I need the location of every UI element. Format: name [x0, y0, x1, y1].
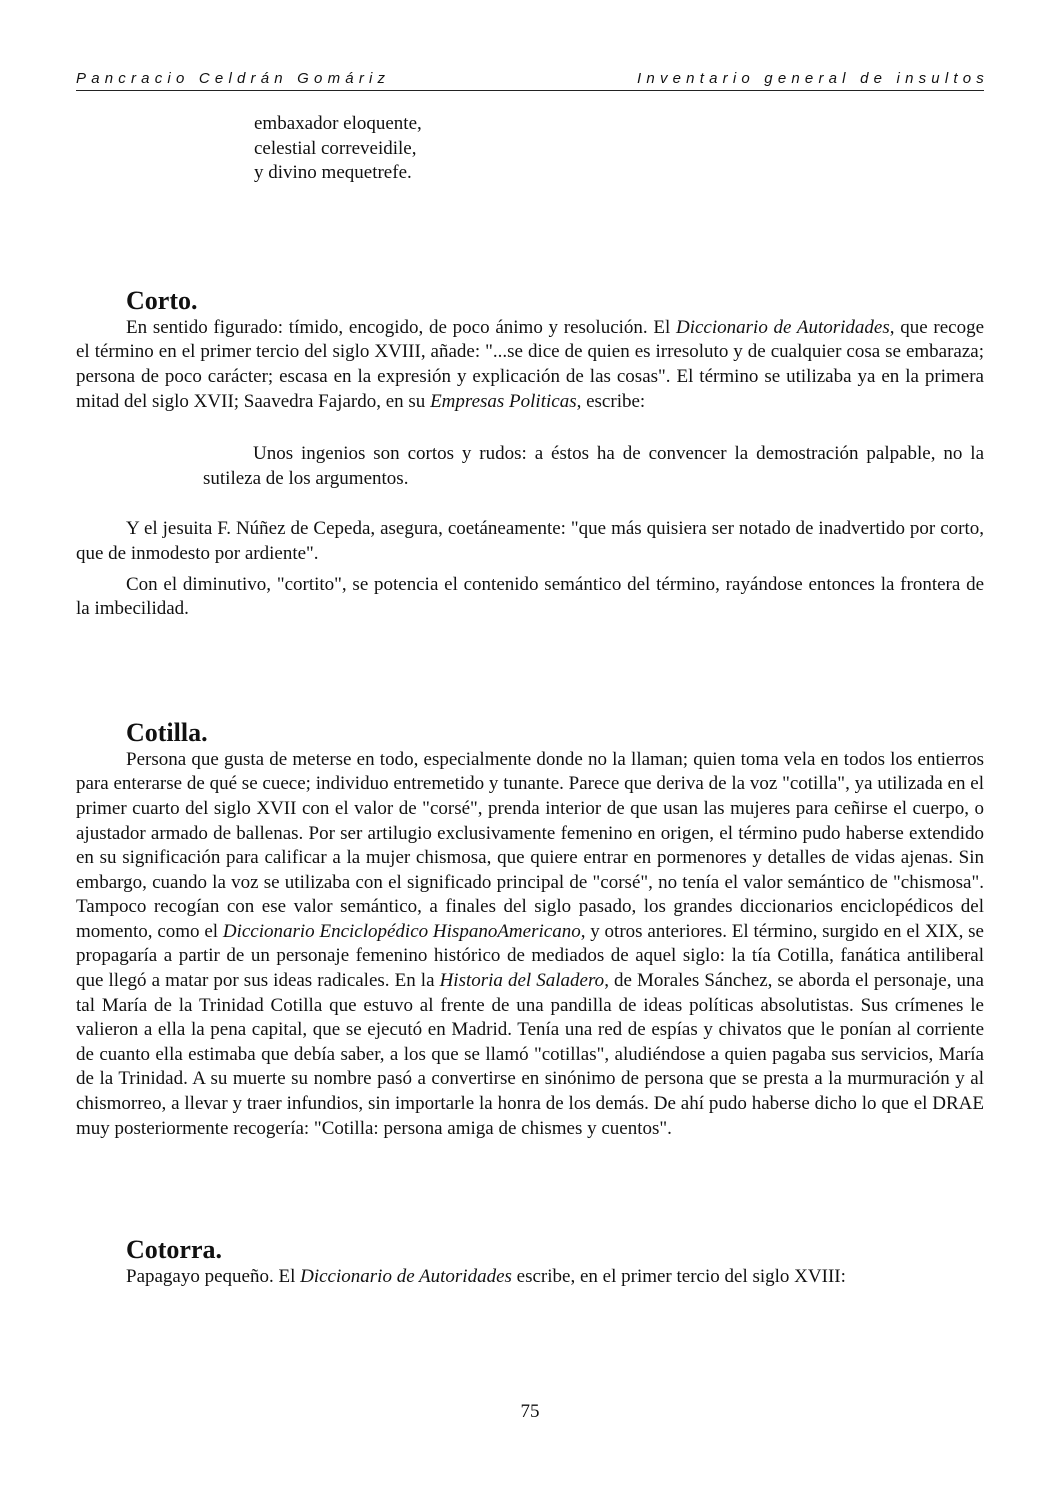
verse-quotation	[254, 112, 984, 186]
entry-heading: Corto.	[126, 285, 198, 315]
paragraph-text: Persona que gusta de meterse en todo, especialmente donde no la llaman; quien toma vela en todos los entierros para enterarse de qué se cuece; individuo entremetido y tunante. Parece que deriva de la voz "cotilla", ya utilizada en el primer cuarto del siglo XVII con el valor de "corsé", prenda interior de que usan las mujeres para ceñirse el cuerpo, o ajustador armado de ballenas. Por ser artilugio exclusivamente femenino en origen, el término pudo haberse extendido en su significación para calificar a la mujer chismosa, que quiere entrar en pormenores y detalles de vidas ajenas. Sin embargo, cuando la voz se utilizaba con el significado principal de "corsé", no tenía el valor semántico de "chismosa". Tampoco recogían con ese valor semántico, a finales del siglo pasado, los grandes diccionarios enciclopédicos del momento, como el	[76, 748, 984, 942]
entry-paragraph: Y el jesuita F. Núñez de Cepeda, asegura, coetáneamente: "que más quisiera ser notado de inadvertido por corto, que de inmodesto por ardiente".	[76, 518, 984, 564]
header-book-title: Inventario general de insultos	[637, 70, 989, 87]
paragraph-text: Papagayo pequeño. El	[126, 1266, 301, 1288]
page-body	[76, 112, 984, 1290]
book-title-italic: Diccionario de Autoridades	[676, 316, 890, 338]
paragraph-text: , y otros anteriores. El término, surgido en el XIX, se propagaría a partir de un personaje femenino histórico de mediados de aquel siglo: la tía Cotilla, fanática antiliberal que llegó a matar por sus ideas radicales. En la	[76, 920, 984, 992]
paragraph-text: En sentido figurado: tímido, encogido, de poco ánimo y resolución. El	[126, 316, 676, 338]
paragraph-text: , escribe:	[576, 390, 646, 412]
verse-line: embaxador eloquente,	[254, 113, 422, 134]
entry-cotilla	[76, 718, 984, 1142]
paragraph-text: , que recoge el término en el primer tercio del siglo XVIII, añade: "...se dice de quien es irresoluto y de cualquier cosa se embaraza; persona de poco carácter; escasa en la expresión y explicación de las cosas". El término se utilizaba ya en la primera mitad del siglo XVII; Saavedra Fajardo, en su	[76, 316, 985, 412]
book-title-italic: Diccionario de Autoridades	[300, 1266, 512, 1288]
entry-paragraph	[76, 1265, 984, 1290]
entry-paragraph	[76, 748, 984, 1142]
verse-line: celestial correveidile,	[254, 137, 417, 159]
header-author: Pancracio Celdrán Gomáriz	[76, 70, 391, 87]
book-title-italic: Diccionario Enciclopédico HispanoAmericano	[222, 920, 581, 942]
entry-cotorra	[76, 1235, 984, 1290]
running-header	[76, 68, 989, 91]
paragraph-text: , de Morales Sánchez, se aborda el personaje, una tal María de la Trinidad Cotilla que estuvo al frente de una pandilla de ideas políticas absolutistas. Sus crímenes le valieron a ella la pena capital, que se ejecutó en Madrid. Tenía una red de espías y chivatos que le ponían al corriente de cuanto ella estimaba que debía saber, a los que se llamó "cotillas", aludiéndose a quien pagaba sus servicios, María de la Trinidad. A su muerte su nombre pasó a convertirse en sinónimo de persona que se presta a la murmuración y al chismorreo, a llevar y traer infundios, sin importarle la honra de los demás. De ahí pudo haberse dicho lo que el DRAE muy posteriormente recogería: "Cotilla: persona amiga de chismes y cuentos".	[76, 970, 984, 1139]
entry-paragraph	[76, 316, 984, 414]
verse-line: y divino mequetrefe.	[254, 162, 412, 184]
entry-heading: Cotorra.	[126, 1235, 223, 1265]
book-title-italic: Empresas Politicas	[430, 390, 577, 412]
block-quotation: Unos ingenios son cortos y rudos: a éstos ha de convencer la demostración palpable, no la sutileza de los argumentos.	[203, 443, 984, 489]
book-title-italic: Historia del Saladero	[439, 970, 605, 992]
page-number: 75	[520, 1401, 540, 1422]
paragraph-text: escribe, en el primer tercio del siglo XVIII:	[511, 1266, 846, 1288]
entry-heading: Cotilla.	[126, 717, 208, 747]
entry-paragraph: Con el diminutivo, "cortito", se potencia el contenido semántico del término, rayándose entonces la frontera de la imbecilidad.	[76, 573, 984, 620]
entry-corto	[76, 286, 984, 622]
